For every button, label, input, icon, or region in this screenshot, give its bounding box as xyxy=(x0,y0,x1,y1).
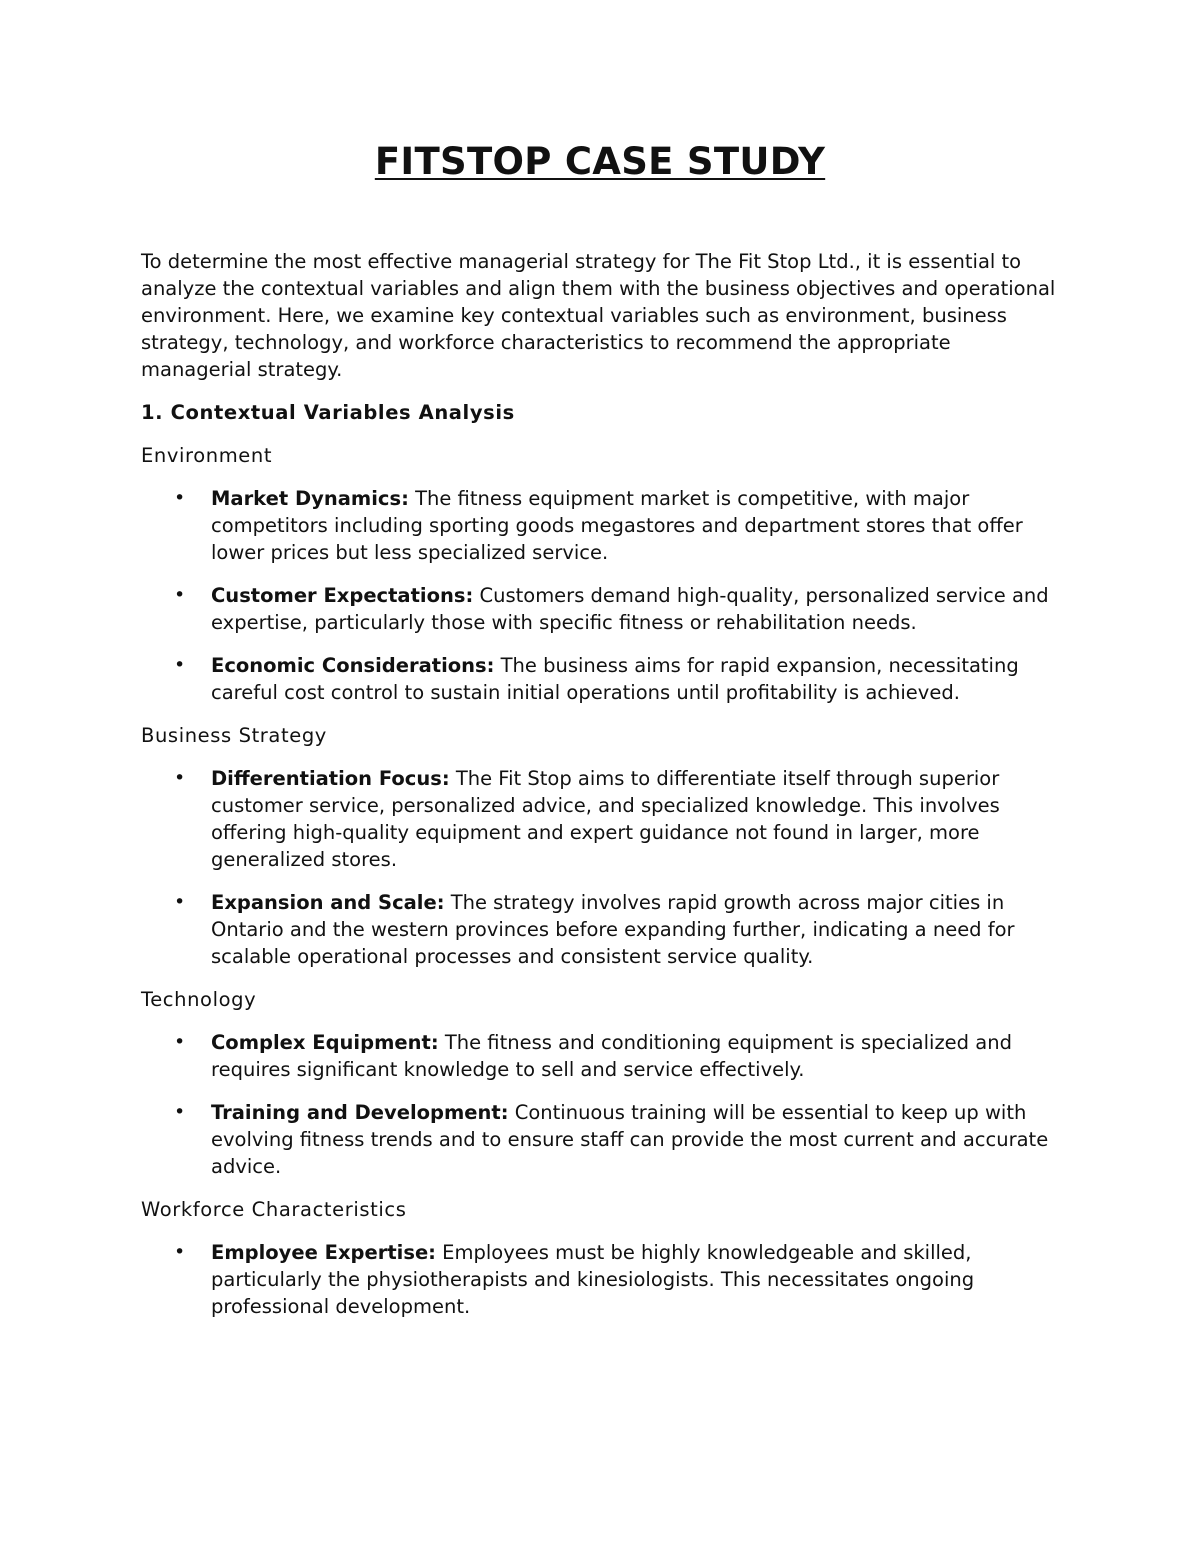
list-item xyxy=(141,582,1061,636)
bullet-text: Continuous training will be essential to keep up with evolving fitness trends and to ensure staff can provide the most current and accurate advice. xyxy=(211,1101,1049,1178)
bullet-icon: • xyxy=(174,891,186,913)
bullet-text: The Fit Stop aims to differentiate itself through superior customer service, personalized advice, and specialized knowledge. This involves offering high-quality equipment and expert guidance not found in larger, more generalized stores. xyxy=(211,767,1000,871)
intro-paragraph: To determine the most effective managerial strategy for The Fit Stop Ltd., it is essential to analyze the contextual variables and align them with the business objectives and operational environment. Here, we examine key contextual variables such as environment, business strategy, technology, and workforce characteristics to recommend the appropriate managerial strategy. xyxy=(141,250,1056,381)
list-item xyxy=(141,1239,1061,1320)
list-item xyxy=(141,485,1061,566)
bullet-list-environment xyxy=(141,485,1061,706)
bullet-label: Customer Expectations: xyxy=(211,584,474,607)
bullet-list-technology xyxy=(141,1029,1061,1180)
subsection-heading-environment: Environment xyxy=(141,444,273,467)
bullet-icon: • xyxy=(174,1101,186,1123)
bullet-label: Employee Expertise: xyxy=(211,1241,436,1264)
bullet-text: Employees must be highly knowledgeable and skilled, particularly the physiotherapists and kinesiologists. This necessitates ongoing professional development. xyxy=(211,1241,975,1318)
bullet-text: The fitness equipment market is competitive, with major competitors including sporting goods megastores and department stores that offer lower prices but less specialized service. xyxy=(211,487,1023,564)
bullet-text: The fitness and conditioning equipment is specialized and requires significant knowledge to sell and service effectively. xyxy=(211,1031,1012,1081)
bullet-label: Market Dynamics: xyxy=(211,487,409,510)
list-item xyxy=(141,652,1061,706)
bullet-icon: • xyxy=(174,487,186,509)
bullet-label: Expansion and Scale: xyxy=(211,891,445,914)
list-item xyxy=(141,765,1061,873)
list-item xyxy=(141,1099,1061,1180)
bullet-label: Complex Equipment: xyxy=(211,1031,439,1054)
bullet-text: The strategy involves rapid growth across major cities in Ontario and the western provinces before expanding further, indicating a need for scalable operational processes and consistent service quality. xyxy=(211,891,1015,968)
section-heading: 1. Contextual Variables Analysis xyxy=(141,401,515,424)
list-item xyxy=(141,1029,1061,1083)
bullet-list-workforce xyxy=(141,1239,1061,1320)
bullet-icon: • xyxy=(174,767,186,789)
bullet-text: The business aims for rapid expansion, necessitating careful cost control to sustain initial operations until profitability is achieved. xyxy=(211,654,1019,704)
subsection-heading-workforce: Workforce Characteristics xyxy=(141,1198,407,1221)
bullet-label: Differentiation Focus: xyxy=(211,767,450,790)
document-body xyxy=(141,248,1061,1336)
bullet-label: Training and Development: xyxy=(211,1101,509,1124)
bullet-icon: • xyxy=(174,654,186,676)
bullet-icon: • xyxy=(174,584,186,606)
bullet-text: Customers demand high-quality, personalized service and expertise, particularly those with specific fitness or rehabilitation needs. xyxy=(211,584,1049,634)
subsection-heading-business-strategy: Business Strategy xyxy=(141,724,327,747)
bullet-icon: • xyxy=(174,1241,186,1263)
bullet-icon: • xyxy=(174,1031,186,1053)
subsection-heading-technology: Technology xyxy=(141,988,257,1011)
bullet-label: Economic Considerations: xyxy=(211,654,495,677)
list-item xyxy=(141,889,1061,970)
document-title: FITSTOP CASE STUDY xyxy=(374,140,826,183)
bullet-list-business-strategy xyxy=(141,765,1061,970)
